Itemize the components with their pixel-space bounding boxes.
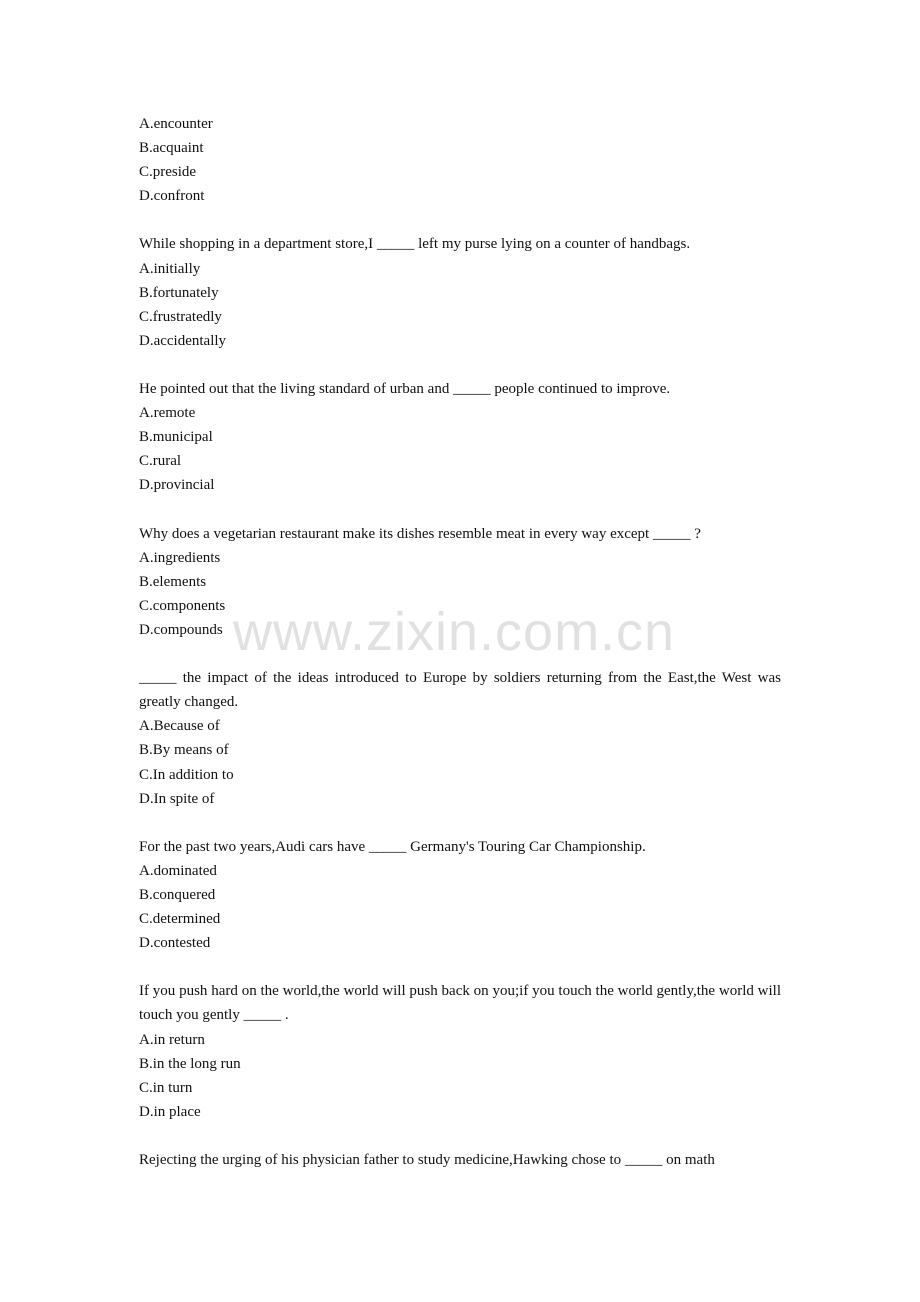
question-block	[139, 522, 781, 642]
question-text: Why does a vegetarian restaurant make its dishes resemble meat in every way except _____ ?	[139, 525, 701, 542]
spacer	[139, 353, 781, 377]
option: B.elements	[139, 573, 207, 590]
spacer	[139, 208, 781, 232]
option: D.compounds	[139, 621, 223, 638]
option: C.components	[139, 597, 226, 614]
option: B.By means of	[139, 742, 229, 759]
option: A.encounter	[139, 116, 213, 132]
option: D.provincial	[139, 477, 215, 494]
question-text: He pointed out that the living standard of urban and _____ people continued to improve.	[139, 381, 671, 398]
spacer	[139, 498, 781, 522]
spacer	[139, 811, 781, 835]
option-list	[139, 112, 781, 208]
option: B.fortunately	[139, 284, 219, 301]
option: B.in the long run	[139, 1055, 241, 1072]
question-block	[139, 1148, 781, 1172]
option: C.in turn	[139, 1079, 193, 1096]
exercise-content	[139, 112, 781, 1172]
question-text: While shopping in a department store,I _____ left my purse lying on a counter of handbags.	[139, 236, 691, 253]
option: A.remote	[139, 405, 196, 422]
option: D.accidentally	[139, 332, 227, 349]
option: C.frustratedly	[139, 308, 222, 325]
option: B.conquered	[139, 887, 216, 903]
question-text: For the past two years,Audi cars have _____ Germany's Touring Car Championship.	[139, 838, 646, 855]
spacer	[139, 1124, 781, 1148]
question-text: _____ the impact of the ideas introduced to Europe by soldiers returning from the East,the West was greatly changed.	[139, 670, 781, 711]
option: A.dominated	[139, 862, 217, 879]
question-block	[139, 377, 781, 497]
option: D.in place	[139, 1103, 201, 1120]
question-text: If you push hard on the world,the world will push back on you;if you touch the world gently,the world will touch you gently _____ .	[139, 983, 781, 1024]
question-block	[139, 979, 781, 1124]
option: A.ingredients	[139, 549, 221, 566]
spacer	[139, 955, 781, 979]
option: C.rural	[139, 453, 182, 470]
question-block	[139, 666, 781, 811]
option: A.in return	[139, 1031, 205, 1048]
option: C.preside	[139, 164, 197, 181]
option: A.initially	[139, 260, 201, 277]
question-block	[139, 232, 781, 352]
spacer	[139, 642, 781, 666]
option: A.Because of	[139, 718, 220, 735]
option: B.municipal	[139, 429, 213, 446]
question-text: Rejecting the urging of his physician father to study medicine,Hawking chose to _____ on math	[139, 1152, 715, 1169]
option: B.acquaint	[139, 140, 204, 157]
option: C.determined	[139, 911, 221, 928]
option: D.contested	[139, 935, 211, 952]
option: D.In spite of	[139, 790, 215, 807]
option: D.confront	[139, 188, 205, 205]
watermark: www.zixin.com.cn	[233, 602, 676, 662]
question-block	[139, 835, 781, 955]
option: C.In addition to	[139, 766, 234, 783]
